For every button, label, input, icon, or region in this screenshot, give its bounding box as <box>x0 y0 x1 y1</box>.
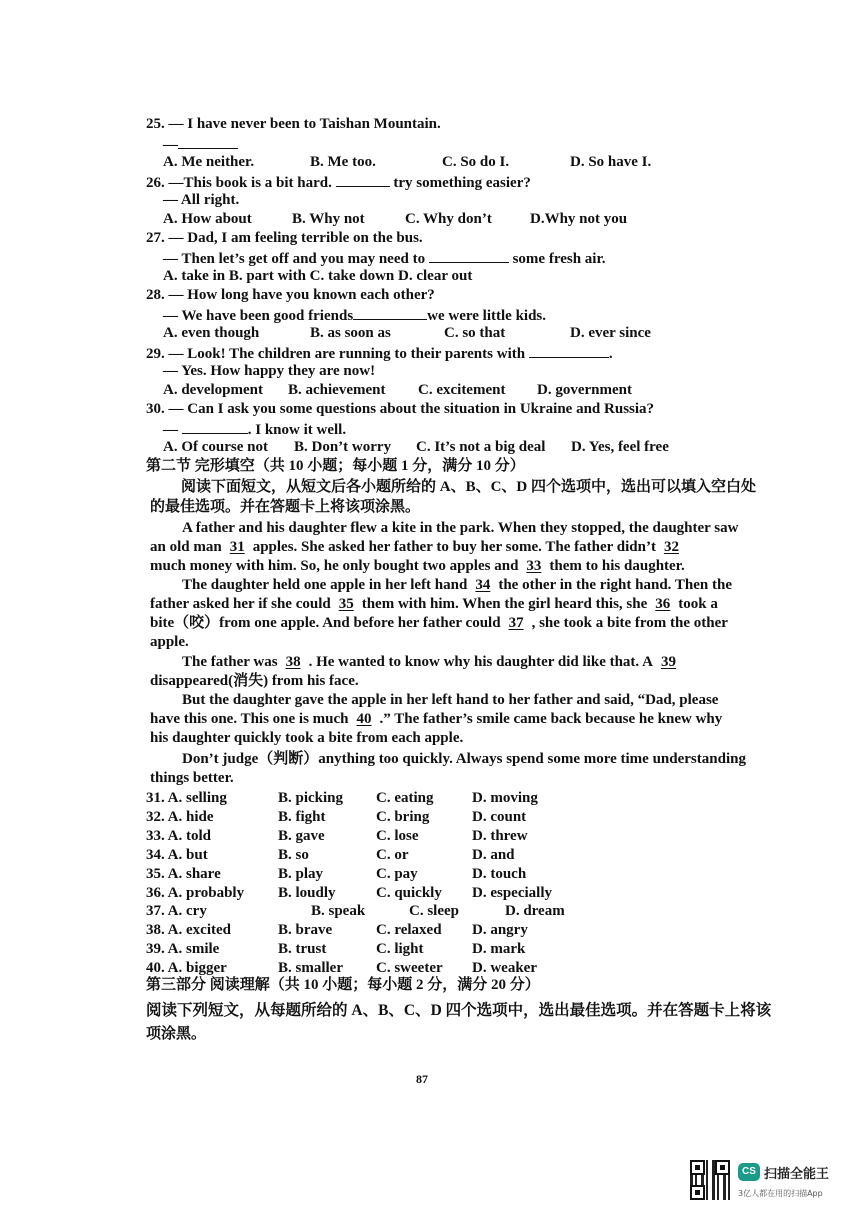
q27-stem: 27. — Dad, I am feeling terrible on the bus. <box>146 230 423 246</box>
cloze-option: C. eating <box>376 790 434 806</box>
cloze-option: 34. A. but <box>146 846 208 863</box>
section2-instruction-1: 阅读下面短文，从短文后各小题所给的 A、B、C、D 四个选项中，选出可以填入空白处 <box>181 479 757 495</box>
section3-heading: 第三部分 阅读理解（共 10 小题；每小题 2 分，满分 20 分） <box>146 977 540 993</box>
q30-option-a: A. Of course not <box>163 439 268 455</box>
cloze-option: B. brave <box>278 922 333 939</box>
section3-instruction-2: 项涂黑。 <box>146 1026 207 1042</box>
cloze-option: C. bring <box>376 808 430 825</box>
passage-line: A father and his daughter flew a kite in the park. When they stopped, the daughter saw <box>182 520 739 536</box>
q30-stem: 30. — Can I ask you some questions about the situation in Ukraine and Russia? <box>146 401 655 417</box>
q25-reply: — <box>163 134 238 155</box>
passage-line: an old man 31 apples. She asked her father to buy her some. The father didn’t 32 <box>150 539 679 555</box>
cloze-option: D. touch <box>472 865 527 882</box>
cloze-option: D. weaker <box>472 960 537 977</box>
passage-line: much money with him. So, he only bought two apples and 33 them to his daughter. <box>150 558 685 574</box>
cloze-option: D. mark <box>472 941 526 958</box>
cloze-option: C. quickly <box>376 884 442 901</box>
passage-line: have this one. This one is much 40 .” The father’s smile came back because he knew why <box>150 711 723 727</box>
q28-option-c: C. so that <box>444 325 506 341</box>
q25-stem: 25. — I have never been to Taishan Mountain. <box>146 116 441 132</box>
q26-option-a: A. How about <box>163 211 252 227</box>
section3-instruction-1: 阅读下列短文，从每题所给的 A、B、C、D 四个选项中，选出最佳选项。并在答题卡上将该 <box>146 1002 772 1019</box>
section2-instruction-2: 的最佳选项。并在答题卡上将该项涂黑。 <box>150 499 421 515</box>
q28-option-d: D. ever since <box>570 325 651 341</box>
camscanner-slogan: 3亿人都在用的扫描App <box>738 1189 823 1198</box>
passage-line: disappeared(消失) from his face. <box>150 673 359 689</box>
cloze-option: D. especially <box>472 884 552 901</box>
cloze-option: 36. A. probably <box>146 884 245 901</box>
q26-option-c: C. Why don’t <box>405 211 492 227</box>
passage-line: father asked her if she could 35 them with him. When the girl heard this, she 36 took a <box>150 596 718 612</box>
cloze-option: B. fight <box>278 808 326 825</box>
cloze-option: B. trust <box>278 941 327 958</box>
camscanner-logo: CS <box>738 1163 760 1181</box>
cloze-option: 31. A. selling <box>146 790 227 806</box>
passage-line: The father was 38 . He wanted to know why his daughter did like that. A 39 <box>182 654 676 670</box>
cloze-option: C. sweeter <box>376 960 443 977</box>
cloze-option: C. relaxed <box>376 922 442 939</box>
qr-code-icon <box>690 1160 730 1200</box>
cloze-option: C. lose <box>376 827 419 844</box>
q30-option-b: B. Don’t worry <box>294 439 392 455</box>
q26-option-d: D.Why not you <box>530 211 628 227</box>
page-number: 87 <box>416 1072 428 1086</box>
cloze-option: B. so <box>278 846 309 863</box>
cloze-option: B. gave <box>278 827 325 844</box>
q25-option-d: D. So have I. <box>570 154 652 170</box>
cloze-option: 38. A. excited <box>146 922 231 939</box>
q28-stem: 28. — How long have you known each other? <box>146 287 435 303</box>
q26-option-b: B. Why not <box>292 211 365 227</box>
cloze-option: C. pay <box>376 865 418 882</box>
q28-option-a: A. even though <box>163 325 260 341</box>
cloze-option: 37. A. cry <box>146 903 207 920</box>
passage-line: The daughter held one apple in her left hand 34 the other in the right hand. Then the <box>182 577 732 593</box>
q30-reply: — . I know it well. <box>163 419 346 440</box>
cloze-option: B. loudly <box>278 884 336 901</box>
passage-line: apple. <box>150 634 189 650</box>
cloze-option: D. count <box>472 808 527 825</box>
q28-reply: — We have been good friends we were little kids. <box>163 305 546 326</box>
camscanner-name: 扫描全能王 <box>764 1167 830 1182</box>
cloze-option: D. moving <box>472 790 538 806</box>
cloze-option: D. and <box>472 846 515 863</box>
cloze-option: C. or <box>376 846 409 863</box>
q29-option-b: B. achievement <box>288 382 386 398</box>
cloze-option: 32. A. hide <box>146 808 214 825</box>
q30-option-c: C. It’s not a big deal <box>416 439 546 455</box>
cloze-option: B. play <box>278 865 324 882</box>
q29-option-d: D. government <box>537 382 632 398</box>
cloze-option: D. threw <box>472 827 528 844</box>
passage-line: things better. <box>150 770 234 786</box>
cloze-option: 35. A. share <box>146 865 221 882</box>
cloze-option: D. angry <box>472 922 528 939</box>
cloze-option: D. dream <box>505 903 565 920</box>
q25-option-b: B. Me too. <box>310 154 376 170</box>
q28-option-b: B. as soon as <box>310 325 391 341</box>
cloze-option: 33. A. told <box>146 827 212 844</box>
section2-heading: 第二节 完形填空（共 10 小题；每小题 1 分，满分 10 分） <box>146 458 525 474</box>
passage-line: But the daughter gave the apple in her left hand to her father and said, “Dad, please <box>182 692 719 708</box>
q30-option-d: D. Yes, feel free <box>571 439 669 455</box>
q27-options: A. take in B. part with C. take down D. clear out <box>163 268 473 284</box>
passage-line: Don’t judge（判断）anything too quickly. Always spend some more time understanding <box>182 751 746 767</box>
cloze-option: 40. A. bigger <box>146 960 227 977</box>
q25-option-c: C. So do I. <box>442 154 510 170</box>
q25-option-a: A. Me neither. <box>163 154 255 170</box>
q29-reply: — Yes. How happy they are now! <box>163 363 376 379</box>
passage-line: his daughter quickly took a bite from each apple. <box>150 730 464 746</box>
cloze-option: 39. A. smile <box>146 941 220 958</box>
q26-reply: — All right. <box>163 192 240 208</box>
cloze-option: B. smaller <box>278 960 343 977</box>
cloze-option: B. picking <box>278 790 344 806</box>
cloze-option: B. speak <box>311 903 366 920</box>
passage-line: bite（咬）from one apple. And before her father could 37 , she took a bite from the other <box>150 615 728 631</box>
q29-stem: 29. — Look! The children are running to their parents with . <box>146 343 613 364</box>
q27-reply: — Then let’s get off and you may need to some fresh air. <box>163 248 606 269</box>
q29-option-a: A. development <box>163 382 263 398</box>
cloze-option: C. sleep <box>409 903 459 920</box>
cloze-option: C. light <box>376 941 424 958</box>
q26-stem: 26. —This book is a bit hard. try something easier? <box>146 172 531 193</box>
q29-option-c: C. excitement <box>418 382 506 398</box>
